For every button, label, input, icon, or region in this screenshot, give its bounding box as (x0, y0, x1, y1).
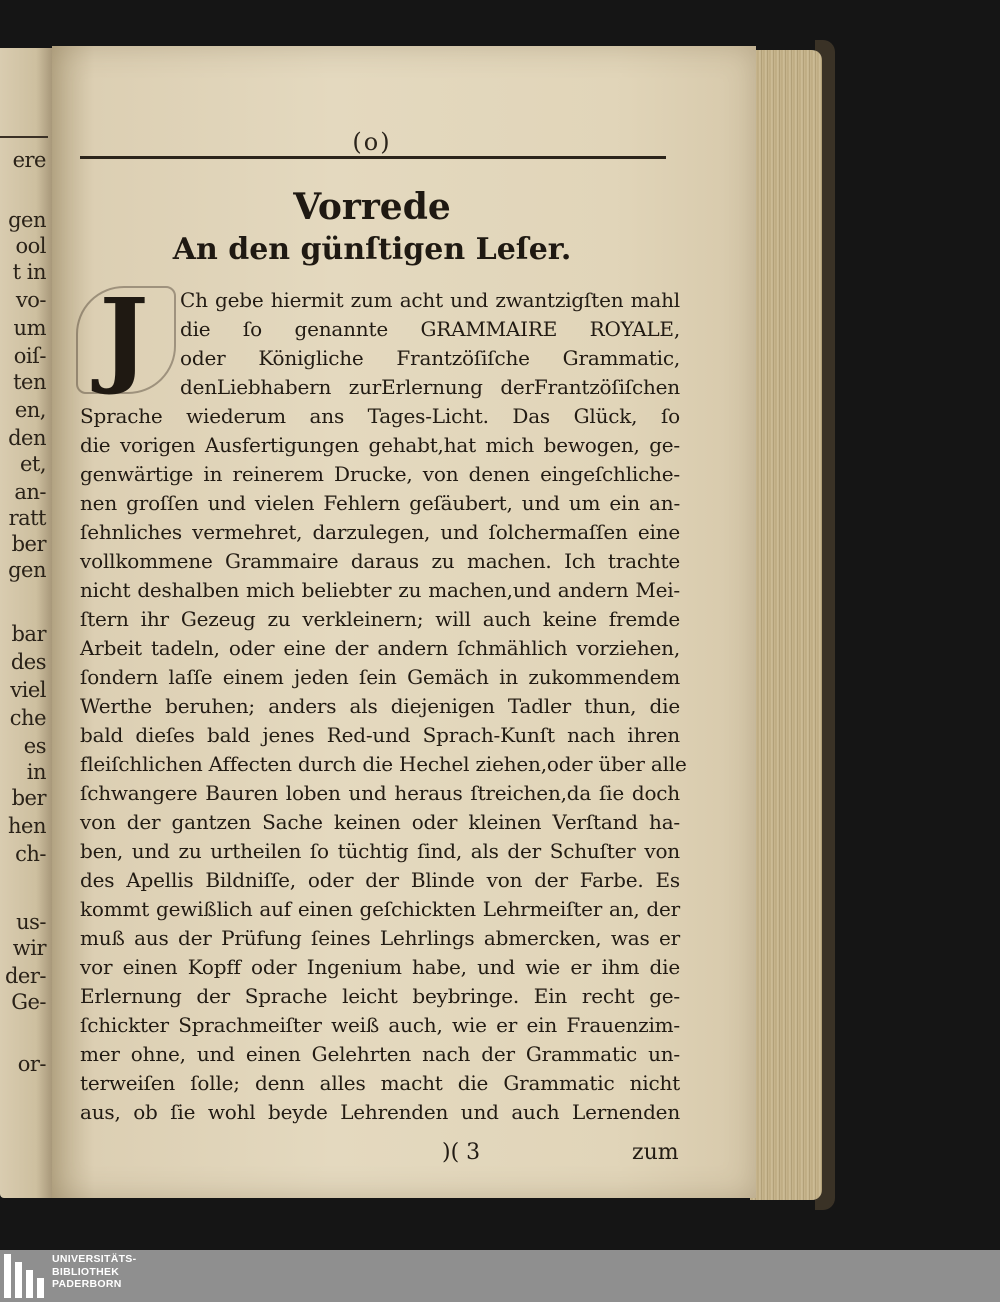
text-line: ſchickter Sprachmeiſter weiß auch, wie er ein Frauenzim- (80, 1013, 680, 1037)
text-line: nicht deshalben mich beliebter zu machen,und andern Mei- (80, 578, 680, 602)
text-line: mer ohne, und einen Gelehrten nach der Grammatic un- (80, 1042, 680, 1066)
text-line: terweiſen ſolle; denn alles macht die Grammatic nicht (80, 1071, 680, 1095)
previous-page-fragment: gen (8, 558, 46, 582)
text-line: Werthe beruhen; anders als diejenigen Tadler thun, die (80, 694, 680, 718)
text-line: Arbeit tadeln, oder eine der andern ſchmählich vorziehen, (80, 636, 680, 660)
previous-page-fragment: et, (19, 452, 46, 476)
footer-bar (0, 1250, 1000, 1302)
library-logo-text (52, 1253, 136, 1291)
text-line: ſchwangere Bauren loben und heraus ſtreichen,da ſie doch (80, 781, 680, 805)
previous-page-fragment: viel (10, 678, 46, 702)
text-line: vor einen Kopff oder Ingenium habe, und wie er ihm die (80, 955, 680, 979)
library-logo-icon (4, 1254, 48, 1298)
text-line: fleiſchlichen Affecten durch die Hechel ziehen,oder über alle (80, 752, 687, 776)
previous-page-edge (0, 48, 52, 1198)
previous-page-fragment: ool (15, 234, 46, 258)
text-line: muß aus der Prüfung ſeines Lehrlings abmercken, was er (80, 926, 680, 950)
text-line: bald dieſes bald jenes Red-und Sprach-Kunſt nach ihren (80, 723, 680, 747)
previous-page-fragment: der- (4, 964, 46, 988)
previous-page-fragment: wir (12, 936, 46, 960)
text-line: aus, ob ſie wohl beyde Lehrenden und auch Lernenden (80, 1100, 680, 1124)
previous-page-fragment: in (26, 760, 46, 784)
previous-page-fragment: an- (14, 480, 46, 504)
signature-mark: )( 3 (442, 1140, 481, 1165)
logo-line-1: UNIVERSITÄTS- (52, 1253, 137, 1265)
previous-page-header-rule (0, 136, 48, 138)
previous-page-fragment: oiſ- (13, 344, 46, 368)
logo-line-2: BIBLIOTHEK (52, 1265, 120, 1278)
previous-page-fragment: den (8, 426, 46, 450)
previous-page-fragment: ch- (15, 842, 46, 866)
text-line: oder Königliche Frantzöſiſche Grammatic, (180, 346, 680, 370)
previous-page-fragment: or- (17, 1052, 46, 1076)
text-line: Ch gebe hiermit zum acht und zwantzigſten mahl (180, 288, 680, 312)
previous-page-fragment: um (13, 316, 46, 340)
text-line: kommt gewißlich auf einen geſchickten Lehrmeiſter an, der (80, 897, 680, 921)
text-line: des Apellis Bildniſſe, oder der Blinde von der Farbe. Es (80, 868, 680, 892)
previous-page-fragment: t in (12, 260, 46, 284)
previous-page-fragment: ten (13, 370, 46, 394)
previous-page-fragment: des (10, 650, 46, 674)
book-page (52, 46, 756, 1198)
previous-page-fragment: che (9, 706, 46, 730)
running-head: (o) (352, 128, 392, 156)
text-line: genwärtige in reinerem Drucke, von denen eingeſchliche- (80, 462, 680, 486)
text-line: ſehnliches vermehret, darzulegen, und ſolchermaſſen eine (80, 520, 680, 544)
text-line: Erlernung der Sprache leicht beybringe. Ein recht ge- (80, 984, 680, 1008)
ornamental-initial: J (99, 275, 149, 398)
page-edges (750, 50, 822, 1200)
text-line: denLiebhabern zurErlernung derFrantzöſiſchen (180, 375, 680, 399)
text-line: Sprache wiederum ans Tages-Licht. Das Glück, ſo (80, 404, 680, 428)
text-line: die vorigen Ausfertigungen gehabt,hat mich bewogen, ge- (80, 433, 680, 457)
previous-page-fragment: hen (8, 814, 46, 838)
previous-page-fragment: bar (11, 622, 46, 646)
previous-page-fragment: en, (14, 398, 46, 422)
text-line: die ſo genannte GRAMMAIRE ROYALE, (180, 317, 680, 341)
header-rule (80, 156, 666, 159)
text-line: ſondern laſſe einem jeden ſein Gemäch in zukommendem (80, 665, 680, 689)
previous-page-fragment: Ge- (11, 990, 46, 1014)
page-title: Vorrede (293, 186, 451, 228)
text-line: ben, und zu urtheilen ſo tüchtig ſind, als der Schuſter von (80, 839, 680, 863)
text-line: vollkommene Grammaire daraus zu machen. Ich trachte (80, 549, 680, 573)
previous-page-fragment: us- (16, 910, 46, 934)
text-line: ſtern ihr Gezeug zu verkleinern; will auch keine fremde (80, 607, 680, 631)
page-subtitle: An den günſtigen Leſer. (172, 232, 572, 267)
previous-page-fragment: ratt (8, 506, 46, 530)
logo-line-3: PADERBORN (52, 1278, 122, 1290)
previous-page-fragment: gen (8, 208, 46, 232)
previous-page-fragment: ber (11, 786, 46, 810)
previous-page-fragment: es (23, 734, 46, 758)
text-line: nen groſſen und vielen Fehlern geſäubert, und um ein an- (80, 491, 680, 515)
previous-page-fragment: ere (12, 148, 46, 172)
previous-page-fragment: vo- (15, 288, 46, 312)
text-line: von der gantzen Sache keinen oder kleinen Verſtand ha- (80, 810, 680, 834)
previous-page-fragment: ber (11, 532, 46, 556)
catchword: zum (632, 1140, 679, 1165)
